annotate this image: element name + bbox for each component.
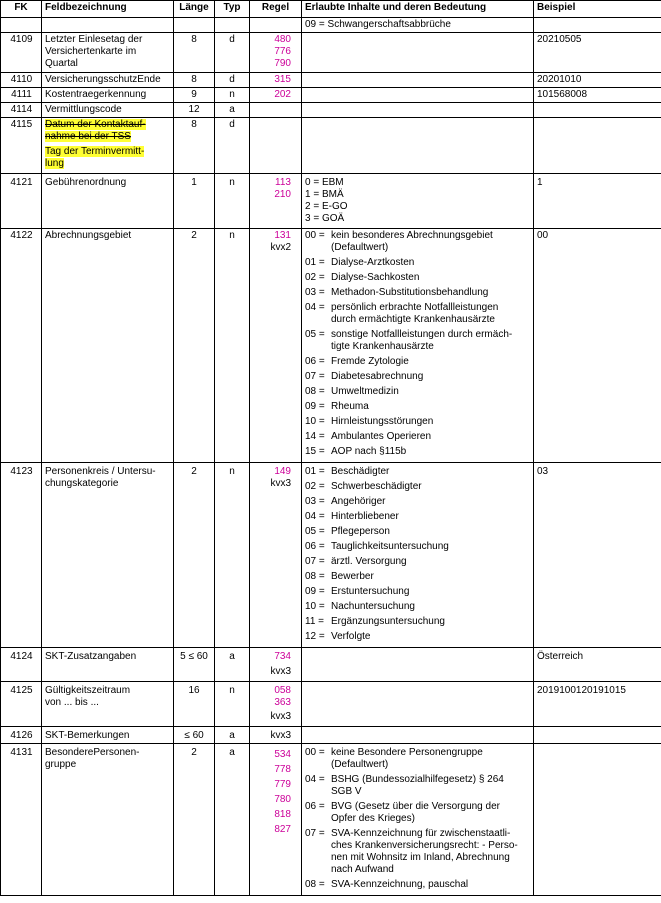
option-text: Hinterbliebener <box>331 511 399 522</box>
option-item <box>305 828 530 876</box>
name-cell: SKT-Bemerkungen <box>42 727 174 744</box>
table-row-4131 <box>1 744 661 896</box>
option-text: Umweltmedizin <box>331 386 399 397</box>
meaning-cell <box>302 33 534 73</box>
table-row-4114 <box>1 103 661 118</box>
fk-cell: 4110 <box>1 73 42 88</box>
option-item <box>305 526 530 538</box>
type-cell: n <box>215 463 250 648</box>
option-item <box>305 272 530 284</box>
length-cell: 12 <box>174 103 215 118</box>
example-cell: 20201010 <box>534 73 661 88</box>
fk-cell: 4115 <box>1 118 42 174</box>
option-text: BSHG (Bundessozialhilfegesetz) § 264 SGB V <box>331 774 504 797</box>
option-text: SVA-Kennzeichnung, pauschal <box>331 879 469 890</box>
rule-link[interactable]: 779 <box>274 779 291 790</box>
option-code: 08 = <box>305 571 325 582</box>
option-text: Dialyse-Arztkosten <box>331 257 415 268</box>
option-text: Beschädigter <box>331 466 390 477</box>
fk-cell: 4122 <box>1 229 42 463</box>
rule-cell <box>250 648 302 682</box>
option-code: 07 = <box>305 556 325 567</box>
example-cell: Österreich <box>534 648 661 682</box>
length-cell: 5 ≤ 60 <box>174 648 215 682</box>
length-cell: 8 <box>174 73 215 88</box>
option-code: 04 = <box>305 511 325 522</box>
rule-link[interactable]: 818 <box>274 809 291 820</box>
rule-cell <box>250 463 302 648</box>
meaning-line: 0 = EBM <box>305 177 344 188</box>
type-cell: n <box>215 682 250 727</box>
name-line: chungskategorie <box>45 478 119 489</box>
example-cell <box>534 727 661 744</box>
meaning-cell <box>302 682 534 727</box>
name-cell: Vermittlungscode <box>42 103 174 118</box>
rule-link[interactable]: 149 <box>274 466 291 477</box>
rule-kvx: kvx3 <box>270 478 291 489</box>
type-cell: a <box>215 648 250 682</box>
name-cell <box>42 463 174 648</box>
option-item <box>305 571 530 583</box>
option-code: 00 = <box>305 230 325 241</box>
option-item <box>305 601 530 613</box>
option-code: 09 = <box>305 401 325 412</box>
option-code: 06 = <box>305 801 325 812</box>
struck-name-line: nahme bei der TSS <box>45 131 131 142</box>
fk-cell: 4126 <box>1 727 42 744</box>
rule-kvx: kvx2 <box>270 242 291 253</box>
option-text: Ambulantes Operieren <box>331 431 432 442</box>
rule-kvx: kvx3 <box>270 666 291 677</box>
rule-link[interactable]: 778 <box>274 764 291 775</box>
fk-cell: 4121 <box>1 174 42 229</box>
option-item <box>305 466 530 478</box>
type-cell: n <box>215 229 250 463</box>
option-item <box>305 230 530 254</box>
option-item <box>305 616 530 628</box>
name-line: Letzter Einlesetag der <box>45 34 143 45</box>
option-text: sonstige Notfallleistungen durch ermäch- tigte Krankenhausärzte <box>331 329 513 352</box>
length-cell: 2 <box>174 229 215 463</box>
length-cell: 16 <box>174 682 215 727</box>
rule-link[interactable]: 827 <box>274 824 291 835</box>
name-cell: Abrechnungsgebiet <box>42 229 174 463</box>
option-item <box>305 386 530 398</box>
option-code: 10 = <box>305 601 325 612</box>
rule-link[interactable]: 534 <box>274 749 291 760</box>
struck-name-line: Datum der Kontaktauf- <box>45 119 146 130</box>
rule-link[interactable]: 363 <box>274 697 291 708</box>
option-text: Hirnleistungsstörungen <box>331 416 434 427</box>
rule-cell <box>250 174 302 229</box>
fk-cell: 4111 <box>1 88 42 103</box>
rule-cell <box>250 88 302 103</box>
example-cell: 2019100120191015 <box>534 682 661 727</box>
option-text: Angehöriger <box>331 496 386 507</box>
option-text: Diabetesabrechnung <box>331 371 424 382</box>
option-text: Tauglichkeitsuntersuchung <box>331 541 449 552</box>
length-cell: 8 <box>174 33 215 73</box>
table-row-4126 <box>1 727 661 744</box>
option-code: 10 = <box>305 416 325 427</box>
option-item <box>305 257 530 269</box>
name-line: Personenkreis / Untersu- <box>45 466 156 477</box>
option-item <box>305 496 530 508</box>
rule-cell <box>250 33 302 73</box>
fk-cell: 4123 <box>1 463 42 648</box>
option-text: AOP nach §115b <box>331 446 407 457</box>
option-code: 03 = <box>305 496 325 507</box>
option-item <box>305 556 530 568</box>
option-code: 11 = <box>305 616 324 627</box>
option-text: ärztl. Versorgung <box>331 556 407 567</box>
option-item <box>305 371 530 383</box>
option-code: 06 = <box>305 541 325 552</box>
option-item <box>305 747 530 771</box>
option-item <box>305 356 530 368</box>
option-item <box>305 302 530 326</box>
meaning-cell <box>302 744 534 896</box>
table-row-4121 <box>1 174 661 229</box>
example-cell: 00 <box>534 229 661 463</box>
option-code: 04 = <box>305 302 325 313</box>
example-cell <box>534 103 661 118</box>
type-cell: n <box>215 88 250 103</box>
table-row-4115 <box>1 118 661 174</box>
name-cell: Kostentraegerkennung <box>42 88 174 103</box>
name-cell <box>42 33 174 73</box>
meaning-line: 3 = GOÄ <box>305 213 345 224</box>
meaning-cell <box>302 463 534 648</box>
option-code: 14 = <box>305 431 325 442</box>
rule-link[interactable]: 780 <box>274 794 291 805</box>
meaning-cell: 09 = Schwangerschaftsabbrüche <box>302 18 534 33</box>
option-code: 02 = <box>305 272 325 283</box>
name-cell <box>42 118 174 174</box>
option-code: 02 = <box>305 481 325 492</box>
table-row-4123 <box>1 463 661 648</box>
rule-link[interactable]: 202 <box>274 89 291 100</box>
option-item <box>305 879 530 891</box>
rule-cell <box>250 73 302 88</box>
option-code: 05 = <box>305 329 325 340</box>
meaning-cell <box>302 73 534 88</box>
rule-link[interactable]: 210 <box>274 189 291 200</box>
table-row-continuation <box>1 18 661 33</box>
length-cell: ≤ 60 <box>174 727 215 744</box>
option-item <box>305 481 530 493</box>
header-name: Feldbezeichnung <box>42 1 174 18</box>
rule-link[interactable]: 734 <box>274 651 291 662</box>
option-text: Methadon-Substitutionsbehandlung <box>331 287 489 298</box>
rule-link[interactable]: 113 <box>275 177 291 188</box>
name-cell: VersicherungsschutzEnde <box>42 73 174 88</box>
option-text: keine Besondere Personengruppe (Defaultwert) <box>331 747 483 770</box>
name-cell: Gebührenordnung <box>42 174 174 229</box>
fk-cell: 4131 <box>1 744 42 896</box>
option-text: Rheuma <box>331 401 369 412</box>
option-text: Schwerbeschädigter <box>331 481 422 492</box>
example-cell: 101568008 <box>534 88 661 103</box>
rule-link[interactable]: 131 <box>274 230 291 241</box>
rule-cell <box>250 744 302 896</box>
type-cell: a <box>215 103 250 118</box>
meaning-cell <box>302 648 534 682</box>
option-item <box>305 287 530 299</box>
option-code: 07 = <box>305 828 325 839</box>
type-cell: d <box>215 118 250 174</box>
option-item <box>305 329 530 353</box>
option-item <box>305 586 530 598</box>
table-row-4124 <box>1 648 661 682</box>
type-cell: a <box>215 744 250 896</box>
new-name-line: Tag der Terminvermitt- <box>45 146 145 157</box>
type-cell: a <box>215 727 250 744</box>
header-rule: Regel <box>250 1 302 18</box>
meaning-line: 2 = E-GO <box>305 201 348 212</box>
option-code: 06 = <box>305 356 325 367</box>
length-cell: 1 <box>174 174 215 229</box>
new-name-line: lung <box>45 158 64 169</box>
option-code: 09 = <box>305 586 325 597</box>
header-row <box>1 1 661 18</box>
type-cell: n <box>215 174 250 229</box>
rule-cell <box>250 229 302 463</box>
option-text: Ergänzungsuntersuchung <box>331 616 445 627</box>
name-line: BesonderePersonen- <box>45 747 140 758</box>
name-line: Quartal <box>45 58 78 69</box>
option-text: persönlich erbrachte Notfallleistungen durch ermächtigte Krankenhausärzte <box>331 302 499 325</box>
option-code: 08 = <box>305 879 325 890</box>
rule-kvx: kvx3 <box>270 711 291 722</box>
meaning-cell <box>302 229 534 463</box>
option-text: Bewerber <box>331 571 374 582</box>
rule-cell <box>250 118 302 174</box>
option-code: 07 = <box>305 371 325 382</box>
option-code: 00 = <box>305 747 325 758</box>
rule-cell <box>250 103 302 118</box>
length-cell: 8 <box>174 118 215 174</box>
name-line: Versichertenkarte im <box>45 46 137 57</box>
name-cell <box>42 744 174 896</box>
header-example: Beispiel <box>534 1 661 18</box>
option-code: 01 = <box>305 257 325 268</box>
example-cell <box>534 118 661 174</box>
option-item <box>305 431 530 443</box>
option-item <box>305 541 530 553</box>
option-text: SVA-Kennzeichnung für zwischenstaatli- ches Krankenversicherungsrecht: - Perso- nen mit Wohnsitz im Inland, Abrechnung nach Aufwand <box>331 828 518 875</box>
name-line: von ... bis ... <box>45 697 99 708</box>
rule-link[interactable]: 790 <box>274 58 291 69</box>
option-code: 12 = <box>305 631 325 642</box>
example-cell: 20210505 <box>534 33 661 73</box>
rule-link[interactable]: 315 <box>274 74 291 85</box>
header-type: Typ <box>215 1 250 18</box>
meaning-cell <box>302 174 534 229</box>
option-text: BVG (Gesetz über die Versorgung der Opfer des Krieges) <box>331 801 500 824</box>
fk-cell: 4124 <box>1 648 42 682</box>
meaning-line: 1 = BMÄ <box>305 189 344 200</box>
type-cell: d <box>215 73 250 88</box>
option-code: 04 = <box>305 774 325 785</box>
table-row-4125 <box>1 682 661 727</box>
option-text: Fremde Zytologie <box>331 356 409 367</box>
option-item <box>305 446 530 458</box>
option-item <box>305 401 530 413</box>
option-text: Erstuntersuchung <box>331 586 410 597</box>
option-item <box>305 774 530 798</box>
type-cell: d <box>215 33 250 73</box>
length-cell: 2 <box>174 744 215 896</box>
option-text: Verfolgte <box>331 631 371 642</box>
option-item <box>305 801 530 825</box>
table-row-4109 <box>1 33 661 73</box>
option-code: 01 = <box>305 466 325 477</box>
meaning-cell <box>302 118 534 174</box>
rule-cell <box>250 727 302 744</box>
table-row-4111 <box>1 88 661 103</box>
rule-cell <box>250 682 302 727</box>
header-meaning: Erlaubte Inhalte und deren Bedeutung <box>302 1 534 18</box>
rule-link[interactable]: 480 <box>274 34 291 45</box>
length-cell: 9 <box>174 88 215 103</box>
example-cell: 03 <box>534 463 661 648</box>
name-cell: SKT-Zusatzangaben <box>42 648 174 682</box>
option-code: 03 = <box>305 287 325 298</box>
option-code: 08 = <box>305 386 325 397</box>
name-line: Gültigkeitszeitraum <box>45 685 131 696</box>
header-length: Länge <box>174 1 215 18</box>
option-text: Nachuntersuchung <box>331 601 415 612</box>
table-row-4110 <box>1 73 661 88</box>
fk-cell: 4114 <box>1 103 42 118</box>
length-cell: 2 <box>174 463 215 648</box>
option-text: kein besonderes Abrechnungsgebiet (Defaultwert) <box>331 230 493 253</box>
option-code: 15 = <box>305 446 325 457</box>
header-fk: FK <box>1 1 42 18</box>
option-text: Pflegeperson <box>331 526 390 537</box>
option-item <box>305 416 530 428</box>
option-item <box>305 631 530 643</box>
rule-kvx: kvx3 <box>270 730 291 741</box>
table-row-4122 <box>1 229 661 463</box>
option-item <box>305 511 530 523</box>
name-line: gruppe <box>45 759 77 770</box>
example-cell <box>534 744 661 896</box>
name-cell <box>42 682 174 727</box>
meaning-cell <box>302 88 534 103</box>
option-code: 05 = <box>305 526 325 537</box>
meaning-cell <box>302 103 534 118</box>
fk-cell: 4109 <box>1 33 42 73</box>
example-cell: 1 <box>534 174 661 229</box>
option-text: Dialyse-Sachkosten <box>331 272 420 283</box>
meaning-cell <box>302 727 534 744</box>
fk-cell: 4125 <box>1 682 42 727</box>
rule-link[interactable]: 058 <box>274 685 291 696</box>
rule-link[interactable]: 776 <box>274 46 291 57</box>
